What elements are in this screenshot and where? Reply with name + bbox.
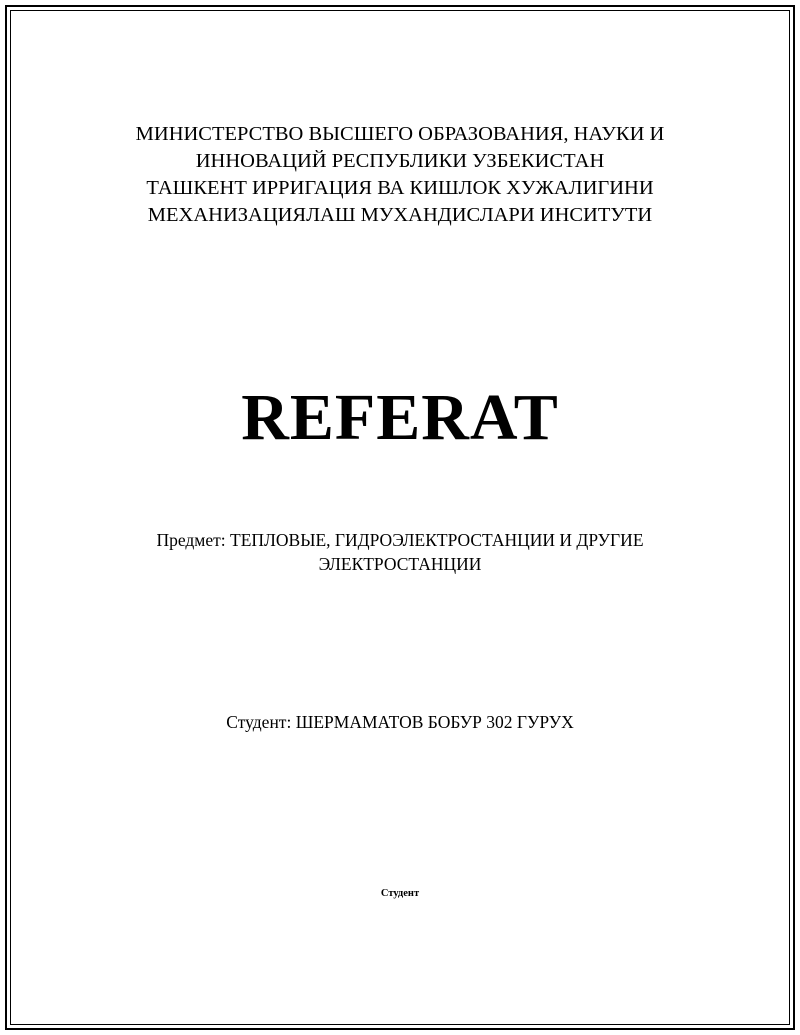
- subject-block: [0, 528, 800, 576]
- institution-line-1: МИНИСТЕРСТВО ВЫСШЕГО ОБРАЗОВАНИЯ, НАУКИ И: [135, 123, 665, 145]
- institution-line-4: МЕХАНИЗАЦИЯЛАШ МУХАНДИСЛАРИ ИНСИТУТИ: [147, 204, 653, 226]
- subject-line-1: Предмет: ТЕПЛОВЫЕ, ГИДРОЭЛЕКТРОСТАНЦИИ И ДРУГИЕ: [156, 530, 644, 550]
- institution-line-2: ИННОВАЦИЙ РЕСПУБЛИКИ УЗБЕКИСТАН: [195, 150, 605, 172]
- document-title: REFERAT: [241, 381, 559, 454]
- institution-header: [0, 121, 800, 229]
- subject-line-2: ЭЛЕКТРОСТАНЦИИ: [318, 554, 482, 574]
- student-line: Студент: ШЕРМАМАТОВ БОБУР 302 ГУРУХ: [226, 712, 574, 732]
- footer-label: Студент: [380, 888, 420, 899]
- institution-line-3: ТАШКЕНТ ИРРИГАЦИЯ ВА КИШЛОК ХУЖАЛИГИНИ: [146, 177, 654, 199]
